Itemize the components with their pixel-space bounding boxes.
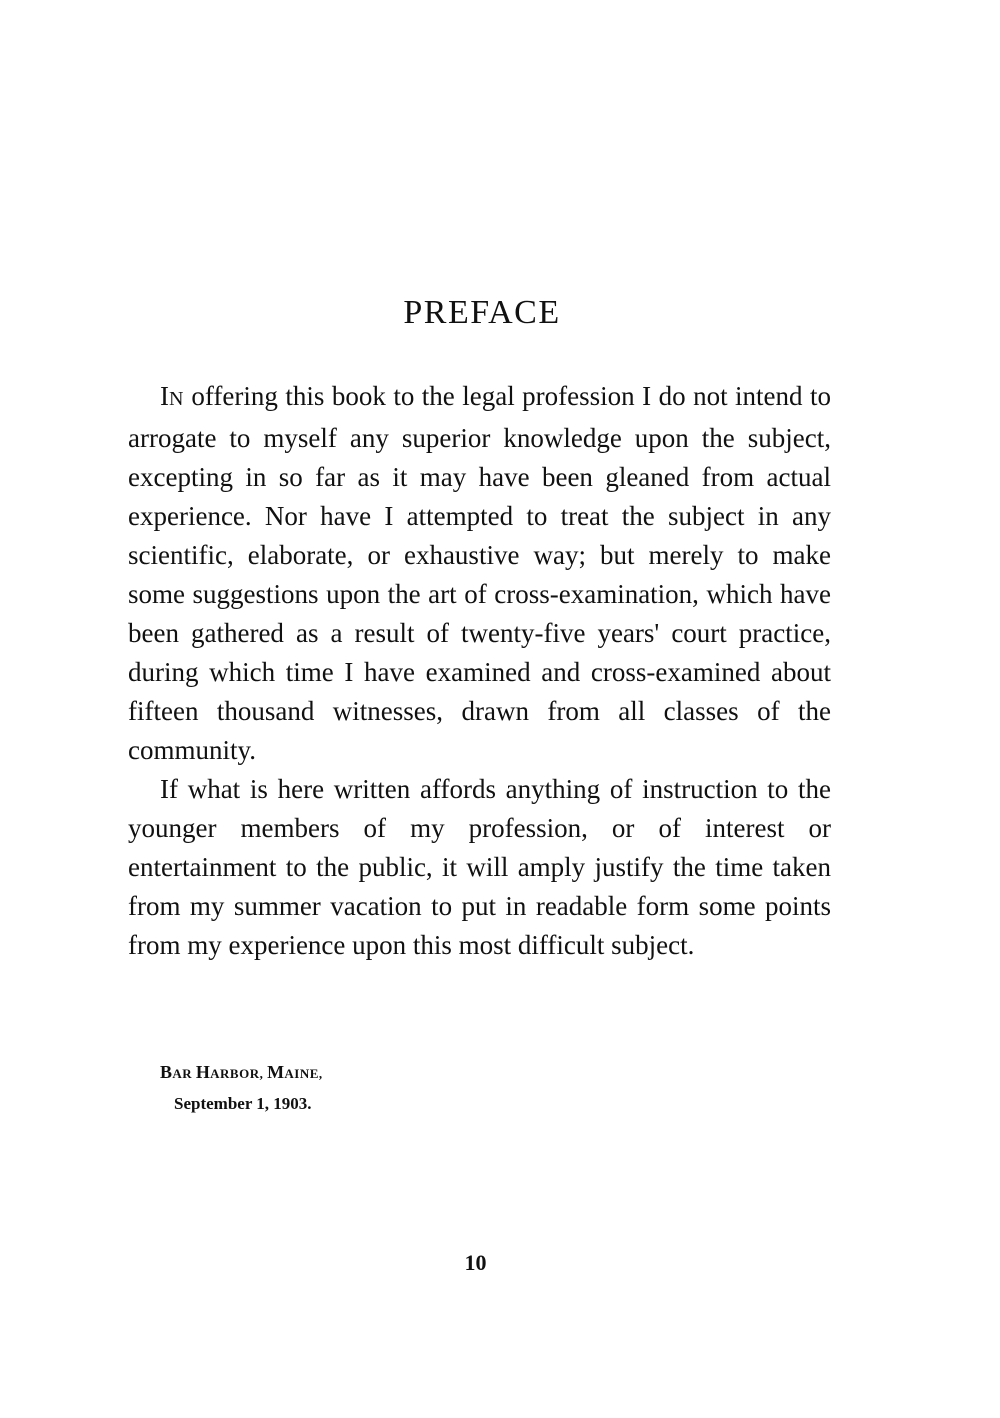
paragraph-1-initial: I (160, 381, 169, 411)
paragraph-1-smallcap: N (169, 388, 184, 410)
page-title: PREFACE (403, 294, 561, 331)
signature-place: BAR HARBOR, MAINE, (160, 1062, 323, 1082)
signature-dateline (160, 1057, 323, 1119)
page-number: 10 (464, 1250, 487, 1275)
paragraph-2: If what is here written affords anything of instruction to the younger members of my profession, or of interest or entertainment to the public, it will amply justify the time taken from my summer vacation to put in readable form some points from my experience upon this most difficult subject. (128, 774, 831, 960)
preface-body (128, 377, 831, 965)
paragraph-1 (128, 377, 831, 770)
signature-date: September 1, 1903. (174, 1094, 312, 1113)
paragraph-1-text: offering this book to the legal profession I do not intend to arrogate to myself any superior knowledge upon the subject, excepting in so far as it may have been gleaned from actual experience. Nor have I attempted to treat the subject in any scientific, elaborate, or exhaustive way; but merely to make some suggestions upon the art of cross-examination, which have been gathered as a result of twenty-five years' court practice, during which time I have examined and cross-examined about fifteen thousand witnesses, drawn from all classes of the community. (128, 381, 831, 765)
